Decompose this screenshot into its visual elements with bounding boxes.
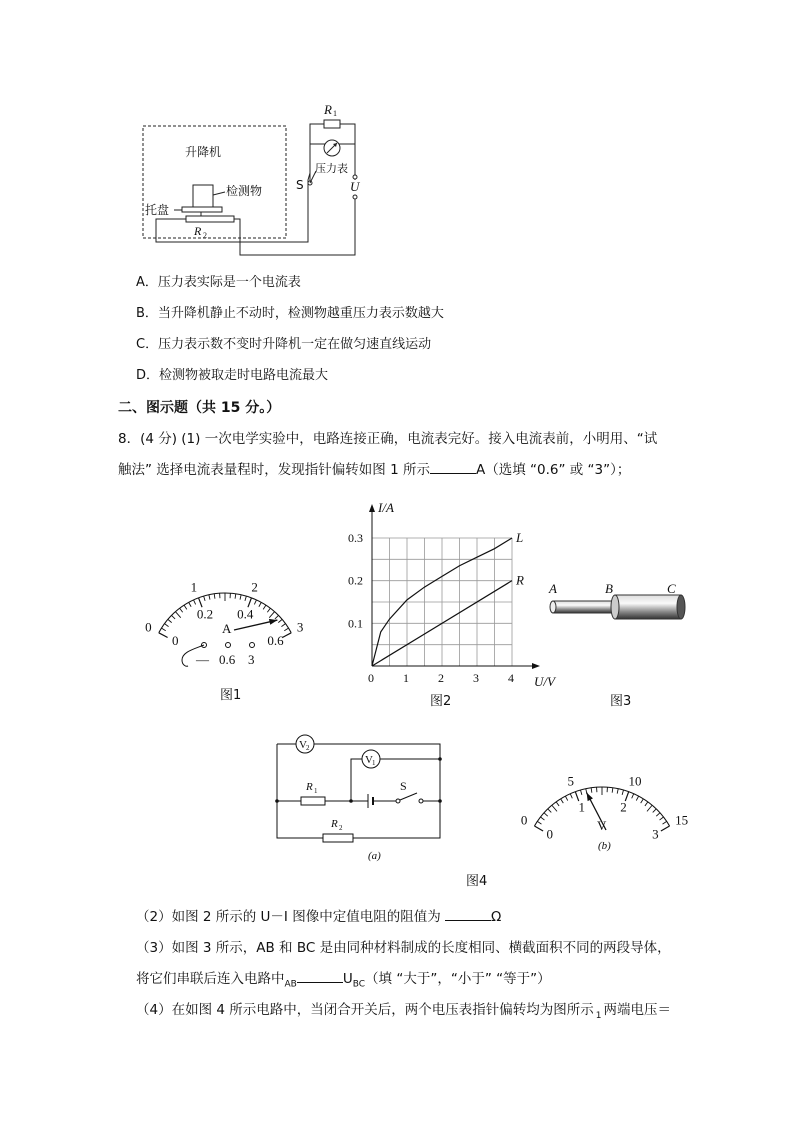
- q8-line2: 触法” 选择电流表量程时，发现指针偏转如图 1 所示 A（选填 “0.6” 或 “3”）；: [118, 462, 631, 478]
- fig1-tick: [254, 600, 256, 605]
- fig3-caption: 图3: [610, 694, 632, 709]
- tray-label: 托盘: [145, 203, 170, 217]
- fig2-caption: 图2: [430, 694, 452, 709]
- terminal-label-0.6: 0.6: [219, 652, 236, 667]
- q8-part4: （4）在如图 4 所示电路中，当闭合开关后，两个电压表指针偏转均为图所示 $_1$ 两端电压＝: [136, 1002, 671, 1021]
- svg-text:1: 1: [314, 787, 318, 795]
- fig1-ammeter: [130, 548, 320, 678]
- fig1-tick: [284, 628, 288, 631]
- fig4-tick: [660, 817, 664, 820]
- fig4-inner-label: 3: [652, 826, 659, 842]
- fig4-tick: [645, 802, 648, 806]
- fig1-inner-label: 0.2: [196, 606, 214, 622]
- fig4-tick: [537, 821, 541, 824]
- object-label: 检测物: [226, 184, 263, 198]
- svg-text:2: 2: [339, 824, 343, 832]
- fig1-unit: A: [222, 621, 232, 636]
- fig4b-sublabel: (b): [598, 840, 611, 852]
- fig4-tick: [534, 826, 543, 831]
- label-a: A: [549, 581, 557, 596]
- fig3-conductors: [545, 578, 695, 638]
- fig4-tick: [656, 813, 660, 816]
- y-axis-label: I/A: [378, 500, 394, 515]
- fig4-tick: [544, 813, 548, 816]
- fig1-tick: [165, 624, 169, 627]
- fig4-tick: [641, 799, 644, 803]
- svg-text:S: S: [400, 779, 407, 793]
- fig4-tick: [622, 790, 623, 795]
- x-axis-label: U/V: [534, 674, 555, 688]
- fig1-tick: [180, 608, 183, 612]
- label-c: C: [667, 581, 676, 596]
- y-tick-label: 0.3: [348, 531, 363, 545]
- fig1-tick: [282, 633, 291, 638]
- fig4-tick: [581, 790, 582, 795]
- fig4-tick: [552, 805, 557, 811]
- fig4-tick: [617, 789, 618, 794]
- q8-part3-line1: （3）如图 3 所示，AB 和 BC 是由同种材料制成的长度相同、横截面积不同的两段导体，: [136, 940, 671, 956]
- fig1-inner-label: 0.4: [237, 606, 254, 622]
- fig1-tick: [263, 605, 266, 609]
- fig1-tick: [275, 615, 279, 619]
- x-tick-label: 4: [508, 671, 514, 685]
- fig1-tick: [161, 628, 165, 631]
- fig1-tick: [189, 602, 191, 606]
- fig4-inner-label: 0: [546, 826, 554, 842]
- fig4-tick: [612, 788, 613, 793]
- fig2-iu-graph: [338, 488, 558, 688]
- label-b: B: [605, 581, 613, 596]
- y-tick-label: 0.1: [348, 616, 363, 631]
- y-tick-label: 0.2: [348, 573, 363, 588]
- svg-text:1: 1: [372, 759, 376, 767]
- x-tick-label: 0: [368, 671, 374, 685]
- y-axis-arrow: [369, 504, 375, 512]
- series-label-L: L: [516, 530, 524, 545]
- fig1-caption: 图1: [220, 688, 242, 703]
- fig4-tick: [591, 788, 592, 793]
- x-axis-arrow: [532, 663, 540, 669]
- fig1-tick: [175, 612, 180, 618]
- svg-text:R: R: [331, 818, 338, 830]
- terminal-label-neg: —: [196, 652, 209, 667]
- fig1-tick: [214, 594, 215, 599]
- fig1-outer-label: 1: [190, 579, 198, 595]
- tray: [182, 207, 222, 212]
- fig4-tick: [636, 796, 638, 800]
- fig1-tick: [269, 612, 274, 618]
- conductor-ab: [553, 601, 615, 613]
- terminal-3: [250, 643, 255, 648]
- svg-text:V: V: [299, 739, 307, 751]
- option-a: A．压力表实际是一个电流表: [136, 275, 301, 290]
- fig4-tick: [647, 805, 652, 811]
- fig1-tick: [278, 619, 282, 622]
- fig1-tick: [209, 595, 210, 600]
- fig4-outer-label: 0: [520, 812, 528, 828]
- svg-text:V: V: [365, 754, 373, 766]
- fig4-tick: [653, 809, 656, 813]
- conductor-bc: [615, 595, 681, 619]
- fig4a-circuit: [265, 728, 455, 868]
- terminal-0.6: [226, 643, 231, 648]
- fig1-inner-label: 0.6: [267, 633, 284, 649]
- fig4-tick: [661, 826, 670, 831]
- fig1-tick: [172, 615, 176, 619]
- answer-blank-2[interactable]: [445, 908, 491, 921]
- svg-text:R: R: [194, 224, 202, 238]
- option-c: C．压力表示数不变时升降机一定在做匀速直线运动: [136, 337, 432, 352]
- switch-s: [400, 793, 417, 800]
- fig1-tick: [235, 594, 236, 599]
- answer-blank-1[interactable]: [430, 461, 476, 474]
- fig4a-sublabel: (a): [368, 850, 381, 862]
- fig1-tick: [245, 596, 246, 601]
- fig4-tick: [663, 821, 667, 824]
- fig4-tick: [632, 794, 634, 799]
- fig1-outer-label: 0: [145, 619, 152, 635]
- series-label-R: R: [516, 572, 524, 588]
- test-object: [193, 185, 213, 207]
- r2-resistor: [186, 216, 234, 222]
- fig1-outer-label: 2: [251, 579, 258, 595]
- svg-text:R: R: [324, 102, 332, 117]
- fig4-tick: [556, 802, 559, 806]
- svg-text:R: R: [306, 781, 313, 793]
- section-heading: 二、图示题（共 15 分。）: [118, 400, 281, 416]
- fig1-tick: [159, 633, 168, 638]
- fig4-outer-label: 5: [567, 773, 575, 789]
- svg-text:1: 1: [333, 109, 337, 118]
- fig1-tick: [194, 600, 196, 605]
- fig4-caption: 图4: [466, 874, 488, 889]
- answer-blank-3[interactable]: [297, 970, 343, 983]
- fig1-tick: [184, 605, 187, 609]
- fig4b-voltmeter: [505, 740, 700, 860]
- q8-line1: 8．(4 分) (1) 一次电学实验中，电路连接正确，电流表完好。接入电流表前，小明用、“试: [118, 431, 658, 447]
- fig4-inner-label: 1: [578, 799, 585, 815]
- fig4-tick: [541, 817, 545, 820]
- fig4-tick: [561, 799, 564, 803]
- fig4-outer-label: 15: [675, 812, 689, 828]
- option-d: D．检测物被取走时电路电流最大: [136, 368, 329, 383]
- fig4-tick: [565, 796, 567, 800]
- x-tick-label: 2: [438, 671, 444, 685]
- svg-text:2: 2: [306, 744, 310, 752]
- q8-part3-line2: 将它们串联后连入电路中$_{AB}$ $U_{BC}$（填 “大于”，“小于” “等于”）: [136, 971, 551, 990]
- fig1-tick: [204, 596, 205, 601]
- fig1-inner-label: 0: [172, 633, 179, 649]
- x-tick-label: 3: [473, 671, 479, 685]
- terminal-label-3: 3: [248, 652, 255, 667]
- fig1-tick: [267, 608, 270, 612]
- fig1-tick: [281, 624, 285, 627]
- fig1-tick: [259, 602, 261, 606]
- svg-text:2: 2: [203, 231, 207, 240]
- lift-label: 升降机: [185, 145, 222, 159]
- fig4-tick: [548, 809, 551, 813]
- q8-part2: （2）如图 2 所示的 U－I 图像中定值电阻的阻值为 Ω: [136, 909, 502, 925]
- resistor-r2: [323, 834, 353, 842]
- x-tick-label: 1: [403, 671, 409, 685]
- lift-circuit-diagram: [130, 100, 370, 260]
- fig4-tick: [570, 794, 572, 799]
- fig4-inner-label: 2: [620, 799, 627, 815]
- fig4-outer-label: 10: [628, 773, 642, 789]
- gauge-label: 压力表: [315, 162, 348, 175]
- fig1-tick: [240, 595, 241, 600]
- fig1-outer-label: 3: [296, 619, 304, 635]
- fig4-unit: V: [597, 818, 607, 833]
- switch-label: S: [296, 178, 304, 192]
- resistor-r1: [301, 797, 325, 805]
- option-b: B．当升降机静止不动时，检测物越重压力表示数越大: [136, 306, 444, 321]
- fig1-tick: [168, 619, 172, 622]
- r1-resistor: [324, 120, 340, 128]
- voltage-label: U: [350, 179, 360, 194]
